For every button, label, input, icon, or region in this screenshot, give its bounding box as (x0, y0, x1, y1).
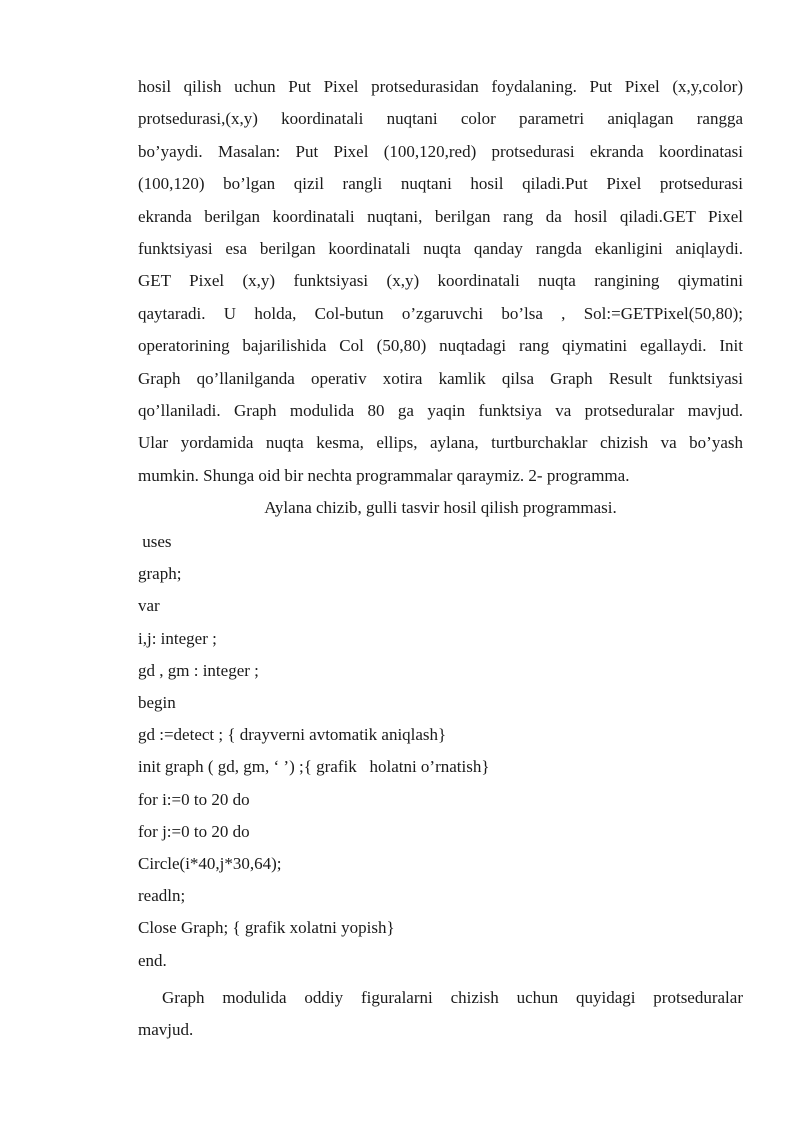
paragraph-line: protsedurasi,(x,y) koordinatali nuqtani color parametri aniqlagan rangga (138, 109, 743, 129)
paragraph-line: GET Pixel (x,y) funktsiyasi (x,y) koordinatali nuqta rangining qiymatini (138, 271, 743, 291)
code-line: graph; (138, 564, 182, 584)
program-heading: Aylana chizib, gulli tasvir hosil qilish programmasi. (264, 498, 617, 517)
code-line: readln; (138, 886, 186, 906)
code-line: uses (138, 532, 172, 551)
code-line: gd , gm : integer ; (138, 660, 259, 680)
paragraph-line: operatorining bajarilishida Col (50,80) nuqtadagi rang qiymatini egallaydi. Init (138, 336, 743, 356)
closing-line: mavjud. (138, 1020, 194, 1040)
code-line: init graph ( gd, gm, ‘ ’) ;{ grafik holatni o’rnatish} (138, 757, 490, 777)
paragraph-line: ekranda berilgan koordinatali nuqtani, berilgan rang da hosil qiladi.GET Pixel (138, 206, 743, 226)
paragraph-line: bo’yaydi. Masalan: Put Pixel (100,120,red) protsedurasi ekranda koordinatasi (138, 141, 743, 161)
code-line: for j:=0 to 20 do (138, 821, 250, 841)
code-line: gd :=detect ; { drayverni avtomatik aniqlash} (138, 725, 447, 745)
paragraph-line: (100,120) bo’lgan qizil rangli nuqtani hosil qiladi.Put Pixel protsedurasi (138, 174, 743, 194)
code-line: for i:=0 to 20 do (138, 789, 250, 809)
paragraph-line: qo’llaniladi. Graph modulida 80 ga yaqin funktsiya va protseduralar mavjud. (138, 401, 743, 421)
code-line: var (138, 596, 160, 616)
code-line: i,j: integer ; (138, 628, 217, 648)
closing-line: Graph modulida oddiy figuralarni chizish uchun quyidagi protseduralar (162, 988, 743, 1007)
body-paragraph (138, 71, 743, 492)
closing-paragraph (138, 982, 743, 1047)
code-line: Close Graph; { grafik xolatni yopish} (138, 918, 395, 938)
paragraph-line: hosil qilish uchun Put Pixel protsedurasidan foydalaning. Put Pixel (x,y,color) (138, 77, 743, 96)
code-line: end. (138, 950, 167, 970)
paragraph-line: Graph qo’llanilganda operativ xotira kamlik qilsa Graph Result funktsiyasi (138, 368, 743, 388)
code-line: Circle(i*40,j*30,64); (138, 854, 282, 874)
paragraph-line: qaytaradi. U holda, Col-butun o’zgaruvchi bo’lsa , Sol:=GETPixel(50,80); (138, 303, 743, 323)
paragraph-line: funktsiyasi esa berilgan koordinatali nuqta qanday rangda ekanligini aniqlaydi. (138, 239, 743, 259)
paragraph-line: Ular yordamida nuqta kesma, ellips, aylana, turtburchaklar chizish va bo’yash (138, 433, 743, 453)
code-line: begin (138, 693, 176, 713)
paragraph-line: mumkin. Shunga oid bir nechta programmalar qaraymiz. 2- programma. (138, 465, 630, 485)
program-code (138, 526, 743, 977)
